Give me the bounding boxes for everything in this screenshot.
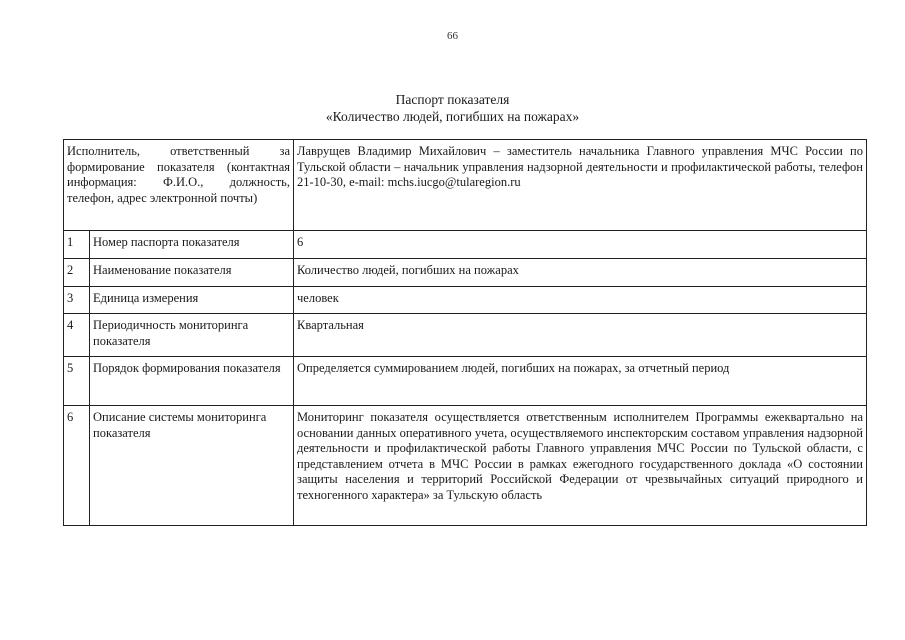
executor-value: Лаврущев Владимир Михайлович – заместитель начальника Главного управления МЧС России по Тульской области – начальник управления надзорной деятельности и профилактической работы, телефон 21-10-30, e-mail: mchs.iucgo@tularegion.ru	[294, 140, 867, 231]
row-number: 3	[64, 287, 90, 314]
table-row	[64, 314, 867, 357]
executor-label: Исполнитель, ответственный за формирование показателя (контактная информация: Ф.И.О., должность, телефон, адрес электронной почты)	[64, 140, 294, 231]
table-row	[64, 259, 867, 287]
row-label: Номер паспорта показателя	[90, 231, 294, 259]
row-value: Количество людей, погибших на пожарах	[294, 259, 867, 287]
table-row	[64, 406, 867, 526]
row-label: Наименование показателя	[90, 259, 294, 287]
row-number: 5	[64, 357, 90, 406]
row-label: Периодичность мониторинга показателя	[90, 314, 294, 357]
row-number: 6	[64, 406, 90, 526]
row-label: Описание системы мониторинга показателя	[90, 406, 294, 526]
table-row	[64, 357, 867, 406]
row-number: 1	[64, 231, 90, 259]
row-value: 6	[294, 231, 867, 259]
row-value: Определяется суммированием людей, погибших на пожарах, за отчетный период	[294, 357, 867, 406]
row-value: человек	[294, 287, 867, 314]
page-number: 66	[447, 30, 458, 42]
document-title	[0, 91, 905, 125]
title-line-2: «Количество людей, погибших на пожарах»	[325, 109, 580, 124]
row-number: 4	[64, 314, 90, 357]
title-line-1: Паспорт показателя	[395, 92, 510, 107]
passport-table	[63, 139, 867, 526]
row-value: Квартальная	[294, 314, 867, 357]
row-number: 2	[64, 259, 90, 287]
row-label: Единица измерения	[90, 287, 294, 314]
row-label: Порядок формирования показателя	[90, 357, 294, 406]
row-value: Мониторинг показателя осуществляется ответственным исполнителем Программы ежеквартально на основании данных оперативного учета, осуществляемого инспекторским составом управления надзорной деятельности и профилактической работы Главного управления МЧС России по Тульской области, с представлением отчета в МЧС России в рамках ежегодного государственного доклада «О состоянии защиты населения и территорий Российской Федерации от чрезвычайных ситуаций природного и техногенного характера» за Тульскую область	[294, 406, 867, 526]
table-row-executor	[64, 140, 867, 231]
table-row	[64, 287, 867, 314]
table-row	[64, 231, 867, 259]
